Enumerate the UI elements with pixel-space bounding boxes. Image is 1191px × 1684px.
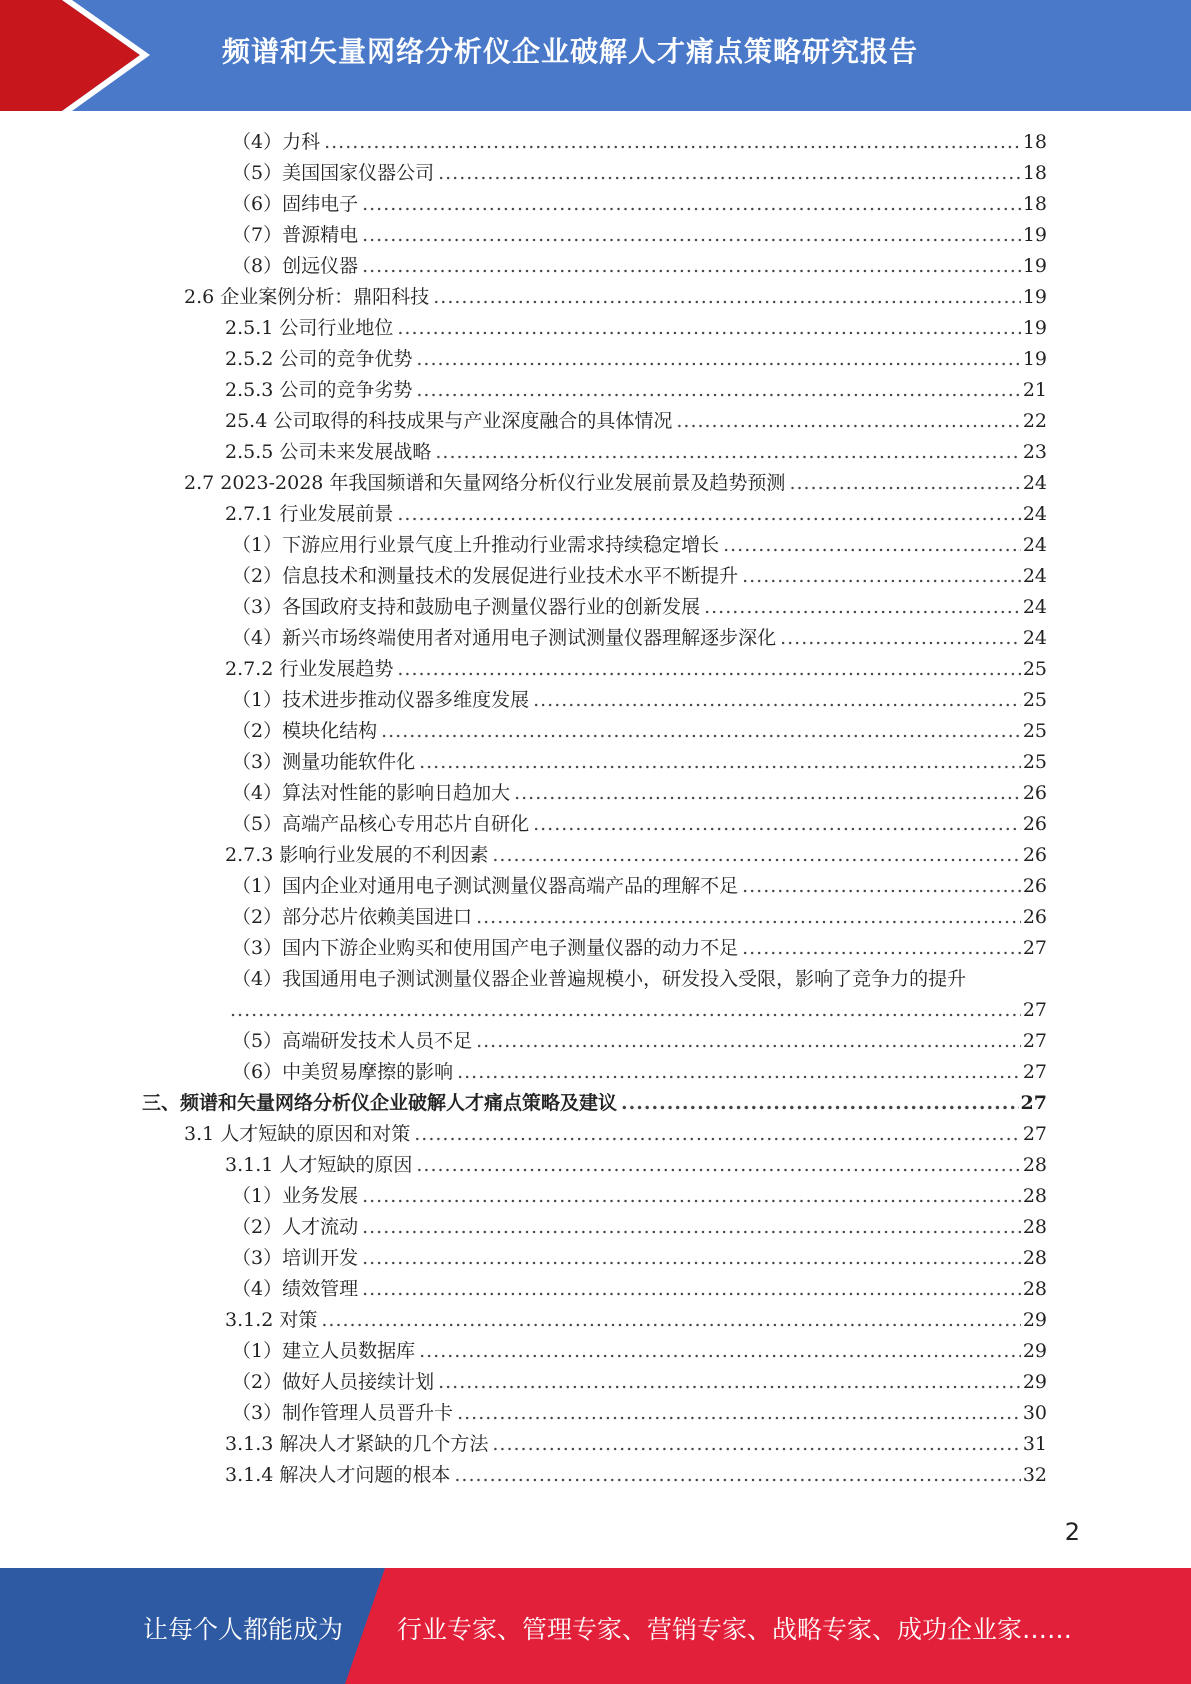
toc-dot-leader	[419, 747, 1021, 778]
page-header	[0, 0, 1191, 111]
toc-dot-leader	[454, 1460, 1020, 1491]
footer-slogan-right: 行业专家、管理专家、营销专家、战略专家、成功企业家……	[397, 1615, 1073, 1644]
toc-entry-title: （4）我国通用电子测试测量仪器企业普遍规模小，研发投入受限，影响了竞争力的提升	[232, 968, 967, 990]
toc-dot-leader	[321, 1305, 1020, 1336]
toc-entry-title: （1）建立人员数据库	[232, 1340, 416, 1362]
toc-dot-leader	[433, 282, 1021, 313]
toc-entry-page: 25	[1022, 720, 1047, 742]
toc-entry-wrapped-first-line[interactable]	[232, 964, 1047, 995]
toc-dot-leader	[416, 344, 1020, 375]
toc-dot-leader	[397, 654, 1020, 685]
toc-entry-page: 27	[1022, 1061, 1047, 1083]
toc-entry-page: 24	[1022, 627, 1047, 649]
toc-entry[interactable]	[232, 871, 1047, 902]
toc-entry[interactable]	[225, 375, 1047, 406]
toc-entry-page: 28	[1022, 1185, 1047, 1207]
toc-entry[interactable]	[225, 1429, 1047, 1460]
toc-dot-leader	[533, 809, 1021, 840]
toc-entry-title: （8）创远仪器	[232, 255, 359, 277]
toc-dot-leader	[397, 313, 1020, 344]
toc-entry-title: （6）中美贸易摩擦的影响	[232, 1061, 454, 1083]
toc-entry-title: 3.1 人才短缺的原因和对策	[184, 1123, 411, 1145]
toc-entry[interactable]	[232, 1057, 1047, 1088]
toc-entry[interactable]	[225, 437, 1047, 468]
toc-dot-leader	[621, 1088, 1019, 1119]
toc-entry-page: 24	[1022, 472, 1047, 494]
toc-dot-leader	[362, 1243, 1021, 1274]
toc-entry-title: 3.1.1 人才短缺的原因	[225, 1154, 413, 1176]
toc-entry-title: （3）各国政府支持和鼓励电子测量仪器行业的创新发展	[232, 596, 701, 618]
toc-entry[interactable]	[225, 406, 1047, 437]
toc-entry-page: 18	[1022, 193, 1047, 215]
toc-entry-title: （1）下游应用行业景气度上升推动行业需求持续稳定增长	[232, 534, 720, 556]
toc-entry-page: 24	[1022, 596, 1047, 618]
toc-entry-page: 24	[1022, 565, 1047, 587]
toc-entry[interactable]	[232, 158, 1047, 189]
toc-entry-title: 2.5.3 公司的竞争劣势	[225, 379, 413, 401]
toc-entry[interactable]	[225, 313, 1047, 344]
toc-entry-page: 32	[1022, 1464, 1047, 1486]
toc-entry-title: 三、频谱和矢量网络分析仪企业破解人才痛点策略及建议	[142, 1092, 618, 1114]
toc-entry[interactable]	[232, 902, 1047, 933]
toc-entry-page: 19	[1022, 224, 1047, 246]
toc-entry-page: 27	[1022, 999, 1047, 1021]
toc-dot-leader	[533, 685, 1021, 716]
toc-dot-leader	[704, 592, 1021, 623]
toc-entry-page: 19	[1022, 286, 1047, 308]
toc-dot-leader	[381, 716, 1021, 747]
toc-entry-wrapped-second-line[interactable]	[230, 995, 1047, 1026]
toc-entry[interactable]	[184, 282, 1047, 313]
toc-entry-title: （2）模块化结构	[232, 720, 378, 742]
toc-entry-page: 28	[1022, 1216, 1047, 1238]
toc-dot-leader	[324, 127, 1021, 158]
toc-entry[interactable]	[232, 623, 1047, 654]
toc-entry-page: 19	[1022, 255, 1047, 277]
toc-entry-page: 30	[1022, 1402, 1047, 1424]
toc-dot-leader	[789, 468, 1020, 499]
report-title: 频谱和矢量网络分析仪企业破解人才痛点策略研究报告	[222, 35, 919, 68]
toc-dot-leader	[419, 1336, 1021, 1367]
toc-entry[interactable]	[232, 1181, 1047, 1212]
toc-entry-title: （6）固纬电子	[232, 193, 359, 215]
toc-entry-title: 2.7 2023-2028 年我国频谱和矢量网络分析仪行业发展前景及趋势预测	[184, 472, 786, 494]
toc-entry[interactable]	[225, 654, 1047, 685]
toc-dot-leader	[514, 778, 1021, 809]
toc-entry-title: （2）信息技术和测量技术的发展促进行业技术水平不断提升	[232, 565, 739, 587]
toc-dot-leader	[742, 871, 1021, 902]
toc-entry[interactable]	[232, 561, 1047, 592]
toc-dot-leader	[492, 840, 1020, 871]
toc-entry-title: （5）美国国家仪器公司	[232, 162, 435, 184]
page-number: 2	[1064, 1518, 1080, 1546]
toc-entry[interactable]	[232, 685, 1047, 716]
toc-entry-title: （3）测量功能软件化	[232, 751, 416, 773]
toc-entry[interactable]	[232, 1243, 1047, 1274]
toc-entry-title: 2.5.1 公司行业地位	[225, 317, 394, 339]
toc-entry[interactable]	[232, 747, 1047, 778]
toc-entry-title: （4）力科	[232, 131, 321, 153]
toc-entry-title: （4）算法对性能的影响日趋加大	[232, 782, 511, 804]
toc-entry[interactable]	[232, 220, 1047, 251]
toc-entry-page: 25	[1022, 689, 1047, 711]
toc-dot-leader	[397, 499, 1020, 530]
toc-entry[interactable]	[232, 1367, 1047, 1398]
toc-entry[interactable]	[232, 809, 1047, 840]
toc-entry-page: 21	[1022, 379, 1047, 401]
toc-entry[interactable]	[225, 1305, 1047, 1336]
toc-entry-title: （2）部分芯片依赖美国进口	[232, 906, 473, 928]
toc-entry[interactable]	[232, 778, 1047, 809]
toc-dot-leader	[362, 189, 1021, 220]
toc-dot-leader	[476, 902, 1021, 933]
toc-entry-page: 31	[1022, 1433, 1047, 1455]
toc-entry-title: 3.1.2 对策	[225, 1309, 318, 1331]
toc-entry-title: （5）高端研发技术人员不足	[232, 1030, 473, 1052]
toc-entry[interactable]	[232, 592, 1047, 623]
toc-dot-leader	[416, 375, 1020, 406]
toc-entry[interactable]	[184, 1119, 1047, 1150]
toc-entry-page: 19	[1022, 317, 1047, 339]
toc-dot-leader	[457, 1057, 1021, 1088]
toc-entry-page: 29	[1022, 1340, 1047, 1362]
toc-entry-page: 26	[1022, 875, 1047, 897]
toc-entry[interactable]	[225, 499, 1047, 530]
toc-entry-page: 22	[1022, 410, 1047, 432]
toc-entry-page: 26	[1022, 906, 1047, 928]
toc-entry-title: 2.6 企业案例分析：鼎阳科技	[184, 286, 430, 308]
toc-entry-page: 29	[1022, 1371, 1047, 1393]
toc-entry-page: 27	[1020, 1092, 1047, 1114]
toc-entry-title: （2）做好人员接续计划	[232, 1371, 435, 1393]
toc-entry[interactable]	[184, 468, 1047, 499]
toc-dot-leader	[780, 623, 1021, 654]
toc-dot-leader	[416, 1150, 1020, 1181]
toc-entry-page: 26	[1022, 813, 1047, 835]
toc-entry[interactable]	[232, 189, 1047, 220]
toc-entry-page: 27	[1022, 937, 1047, 959]
toc-entry-page: 27	[1022, 1123, 1047, 1145]
toc-entry[interactable]	[232, 716, 1047, 747]
toc-entry-page: 19	[1022, 348, 1047, 370]
toc-entry-title: 3.1.3 解决人才紧缺的几个方法	[225, 1433, 489, 1455]
toc-dot-leader	[676, 406, 1020, 437]
toc-dot-leader	[742, 561, 1021, 592]
toc-entry[interactable]	[232, 1212, 1047, 1243]
toc-dot-leader	[435, 437, 1020, 468]
toc-dot-leader	[742, 933, 1021, 964]
toc-entry-page: 25	[1022, 751, 1047, 773]
toc-entry-page: 28	[1022, 1247, 1047, 1269]
toc-entry-title: （1）国内企业对通用电子测试测量仪器高端产品的理解不足	[232, 875, 739, 897]
page-footer	[0, 1568, 1191, 1684]
toc-entry-title: （1）业务发展	[232, 1185, 359, 1207]
toc-entry[interactable]	[225, 344, 1047, 375]
toc-entry-page: 26	[1022, 782, 1047, 804]
toc-entry-page: 23	[1022, 441, 1047, 463]
toc-entry[interactable]	[232, 530, 1047, 561]
toc-dot-leader	[492, 1429, 1020, 1460]
toc-entry[interactable]	[232, 127, 1047, 158]
toc-dot-leader	[476, 1026, 1021, 1057]
toc-entry-page: 28	[1022, 1154, 1047, 1176]
toc-dot-leader	[362, 1274, 1021, 1305]
toc-dot-leader	[438, 1367, 1021, 1398]
toc-dot-leader	[723, 530, 1021, 561]
toc-dot-leader	[362, 1181, 1021, 1212]
toc-entry[interactable]	[232, 1398, 1047, 1429]
toc-dot-leader	[362, 251, 1021, 282]
toc-entry-title: 2.5.2 公司的竞争优势	[225, 348, 413, 370]
toc-entry-title: （4）绩效管理	[232, 1278, 359, 1300]
toc-entry-title: （3）制作管理人员晋升卡	[232, 1402, 454, 1424]
toc-entry-title: （7）普源精电	[232, 224, 359, 246]
toc-entry-page: 29	[1022, 1309, 1047, 1331]
toc-chapter-entry[interactable]	[142, 1088, 1047, 1119]
toc-entry-page: 24	[1022, 503, 1047, 525]
toc-entry-title: （1）技术进步推动仪器多维度发展	[232, 689, 530, 711]
toc-entry[interactable]	[232, 251, 1047, 282]
toc-entry[interactable]	[232, 933, 1047, 964]
toc-entry-page: 27	[1022, 1030, 1047, 1052]
toc-entry-title: 25.4 公司取得的科技成果与产业深度融合的具体情况	[225, 410, 673, 432]
toc-entry-title: （5）高端产品核心专用芯片自研化	[232, 813, 530, 835]
toc-entry-title: 2.7.3 影响行业发展的不利因素	[225, 844, 489, 866]
toc-dot-leader	[457, 1398, 1021, 1429]
toc-dot-leader	[362, 220, 1021, 251]
footer-slogan-left: 让每个人都能成为	[143, 1615, 344, 1644]
toc-entry-title: （3）国内下游企业购买和使用国产电子测量仪器的动力不足	[232, 937, 739, 959]
header-chevron-icon	[0, 0, 150, 111]
toc-entry-page: 18	[1022, 162, 1047, 184]
toc-entry-title: （3）培训开发	[232, 1247, 359, 1269]
toc-entry[interactable]	[225, 840, 1047, 871]
toc-entry[interactable]	[232, 1026, 1047, 1057]
toc-entry[interactable]	[225, 1150, 1047, 1181]
toc-entry-page: 28	[1022, 1278, 1047, 1300]
toc-entry-page: 18	[1022, 131, 1047, 153]
toc-entry-title: （4）新兴市场终端使用者对通用电子测试测量仪器理解逐步深化	[232, 627, 777, 649]
toc-dot-leader	[362, 1212, 1021, 1243]
toc-entry[interactable]	[232, 1336, 1047, 1367]
toc-entry-page: 25	[1022, 658, 1047, 680]
toc-entry-title: 2.7.1 行业发展前景	[225, 503, 394, 525]
toc-dot-leader	[414, 1119, 1021, 1150]
toc-entry-page: 24	[1022, 534, 1047, 556]
toc-entry-title: 2.5.5 公司未来发展战略	[225, 441, 432, 463]
toc-entry-page: 26	[1022, 844, 1047, 866]
toc-entry-title: 3.1.4 解决人才问题的根本	[225, 1464, 451, 1486]
toc-entry[interactable]	[225, 1460, 1047, 1491]
toc-entry-title: 2.7.2 行业发展趋势	[225, 658, 394, 680]
toc-dot-leader	[438, 158, 1021, 189]
toc-dot-leader	[230, 995, 1021, 1026]
toc-entry[interactable]	[232, 1274, 1047, 1305]
toc-entry-title: （2）人才流动	[232, 1216, 359, 1238]
